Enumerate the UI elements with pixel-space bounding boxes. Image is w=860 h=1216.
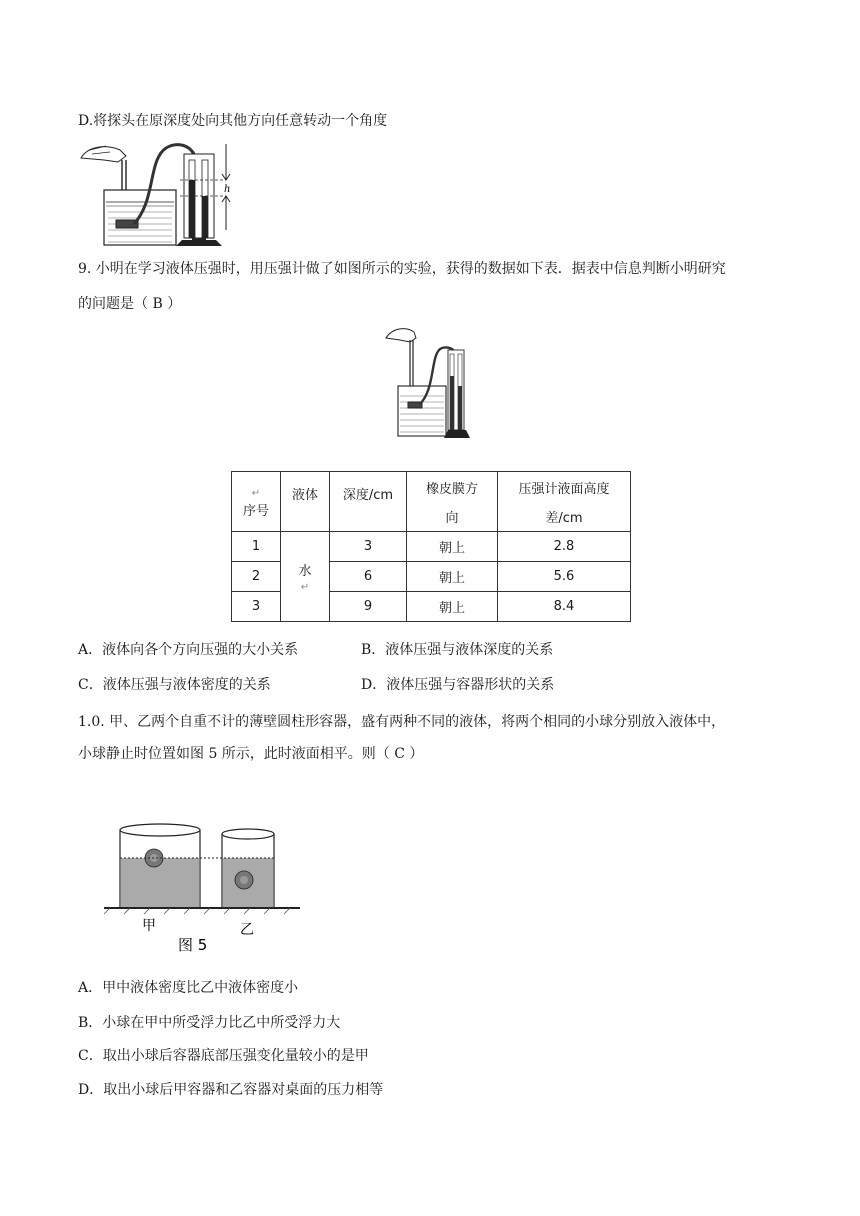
- data-table: [231, 471, 631, 622]
- figure-5-containers: [100, 818, 305, 958]
- header-cell-depth: 深度/cm: [330, 472, 407, 532]
- q10-option-a: A．甲中液体密度比乙中液体密度小: [78, 980, 299, 996]
- q10-option-d: D．取出小球后甲容器和乙容器对桌面的压力相等: [78, 1082, 384, 1098]
- q10-option-b: B．小球在甲中所受浮力比乙中所受浮力大: [78, 1015, 341, 1031]
- h-label: h: [224, 184, 231, 195]
- q8-option-d: D.将探头在原深度处向其他方向任意转动一个角度: [78, 113, 388, 129]
- cell-number: 2: [232, 562, 281, 592]
- cell-depth: 3: [330, 532, 407, 562]
- q9-option-a: A．液体向各个方向压强的大小关系: [78, 642, 299, 658]
- cell-number: 3: [232, 592, 281, 622]
- header-cell-direction: 橡皮膜方 向: [407, 472, 498, 532]
- cell-number: 1: [232, 532, 281, 562]
- cell-direction: 朝上: [407, 532, 498, 562]
- cell-height-diff: 2.8: [498, 532, 631, 562]
- cell-depth: 9: [330, 592, 407, 622]
- table-header-row: [232, 472, 631, 532]
- label-yi: 乙: [240, 922, 254, 938]
- q10-option-c: C．取出小球后容器底部压强变化量较小的是甲: [78, 1048, 369, 1064]
- header-cell-number: ↵ 序号: [232, 472, 281, 532]
- cell-direction: 朝上: [407, 592, 498, 622]
- cell-liquid: 水 ↵: [281, 532, 330, 622]
- cell-direction: 朝上: [407, 562, 498, 592]
- cell-height-diff: 5.6: [498, 562, 631, 592]
- q9-stem-line1: 9. 小明在学习液体压强时，用压强计做了如图所示的实验，获得的数据如下表．据表中信息判断小明研究: [78, 261, 726, 277]
- q9-option-d: D．液体压强与容器形状的关系: [361, 677, 555, 693]
- table-row: [232, 532, 631, 562]
- q10-stem-line2: 小球静止时位置如图 5 所示，此时液面相平。则（ C ）: [78, 746, 424, 762]
- q9-stem-line2: 的问题是（ B ）: [78, 296, 182, 312]
- pressure-gauge-figure-1: [76, 140, 276, 252]
- cell-depth: 6: [330, 562, 407, 592]
- header-cell-liquid: 液体: [281, 472, 330, 532]
- q9-option-b: B．液体压强与液体深度的关系: [361, 642, 554, 658]
- q9-option-c: C．液体压强与液体密度的关系: [78, 677, 271, 693]
- pressure-gauge-figure-2: [384, 324, 474, 444]
- header-cell-height-diff: 压强计液面高度 差/cm: [498, 472, 631, 532]
- label-jia: 甲: [142, 918, 156, 934]
- q10-stem-line1: 1.0. 甲、乙两个自重不计的薄壁圆柱形容器，盛有两种不同的液体，将两个相同的小球分别放入液体中，: [78, 714, 726, 730]
- cell-height-diff: 8.4: [498, 592, 631, 622]
- figure-caption: 图 5: [178, 936, 208, 954]
